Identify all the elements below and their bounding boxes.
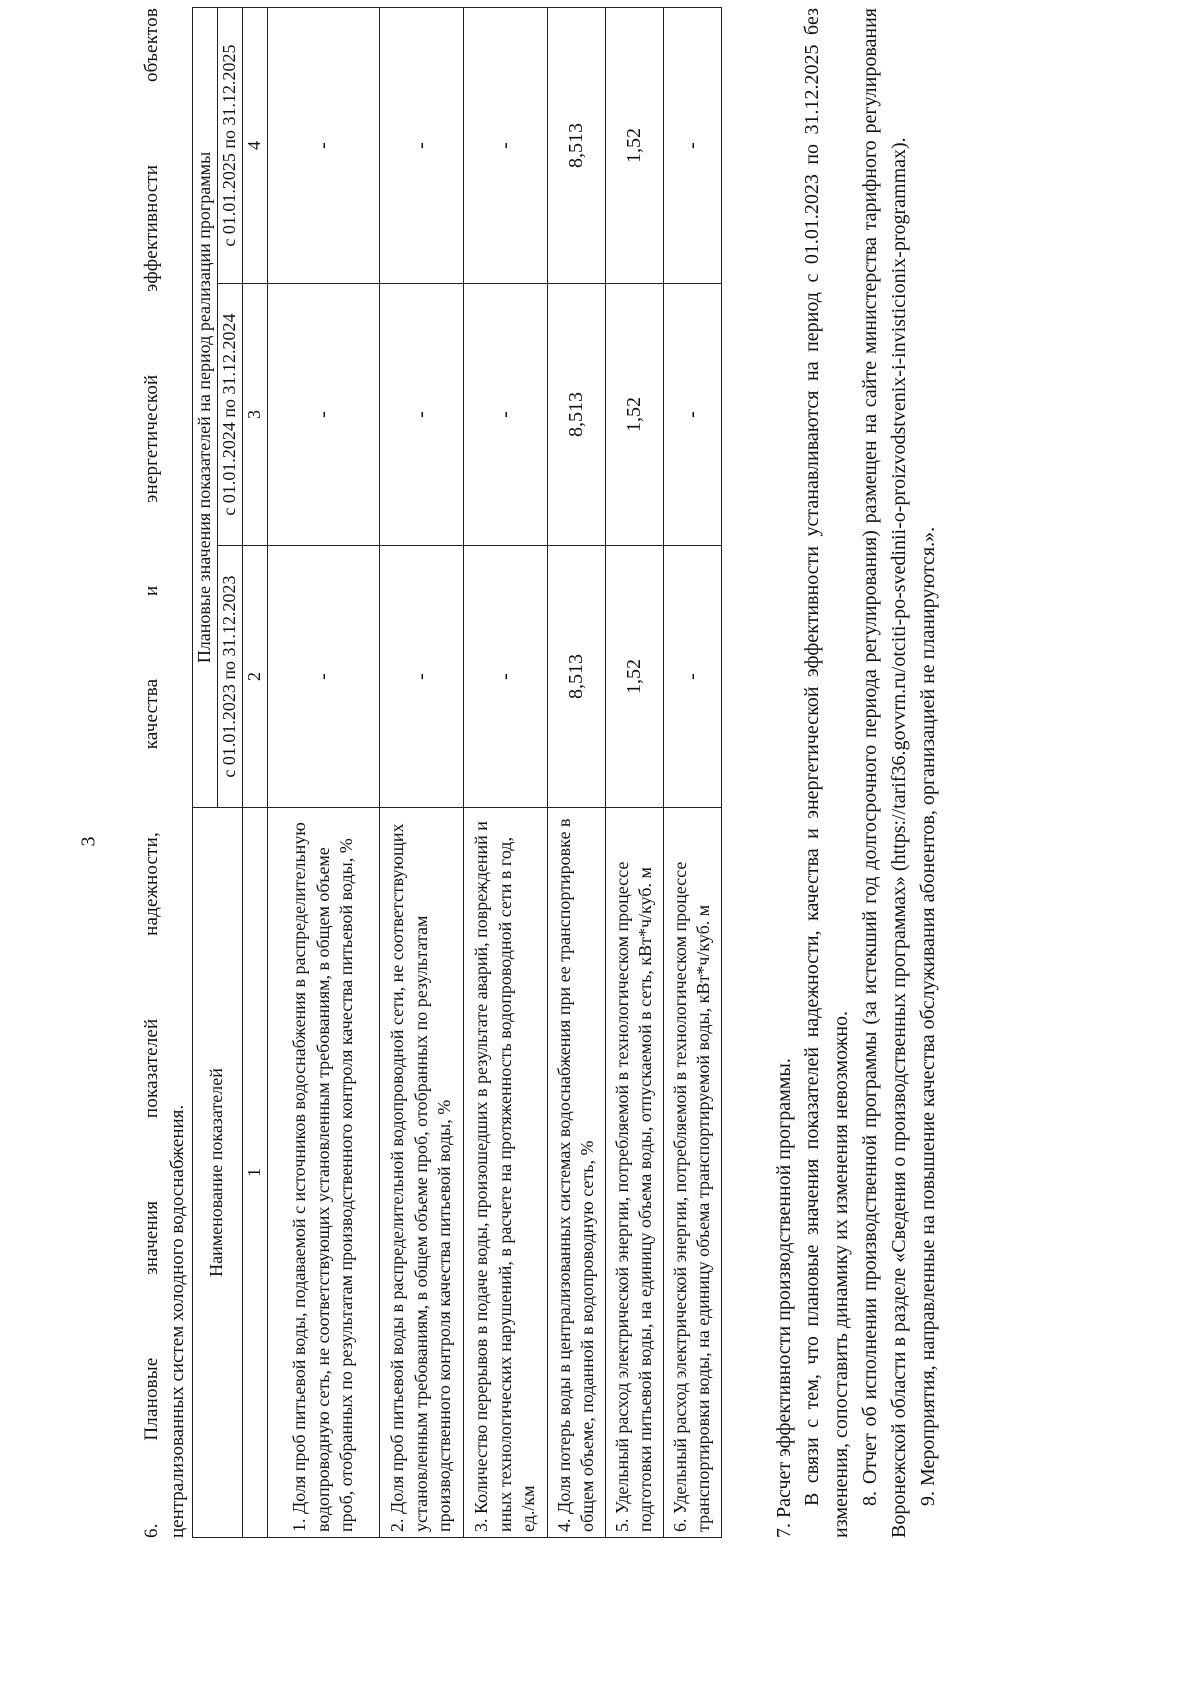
indicator-name: 2. Доля проб питьевой воды в распределительной водопроводной сети, не соответствующих установленным требованиям, в общем объеме проб, отобранных по результатам производственного контроля качества питьевой воды, % [379, 808, 463, 1538]
indicator-name: 5. Удельный расход электрической энергии, потребляемой в технологическом процессе подготовки питьевой воды, на единицу объема воды, отпускаемой в сеть, кВт*ч/куб. м [605, 808, 663, 1538]
column-header-2024: с 01.01.2024 по 31.12.2024 [217, 284, 242, 546]
section-7-title: 7. Расчет эффективности производственной программы. [773, 1058, 795, 1538]
indicator-value-2025: - [267, 7, 379, 283]
indicator-value-2023: 8,513 [547, 546, 605, 808]
indicator-value-2024: 1,52 [605, 284, 663, 546]
rotated-page-content [140, 8, 960, 1538]
indicator-value-2025: - [463, 7, 547, 283]
indicator-value-2024: - [379, 284, 463, 546]
indicator-value-2024: 8,513 [547, 284, 605, 546]
column-number: 4 [242, 7, 267, 283]
indicator-value-2023: - [663, 546, 721, 808]
table-header-row [193, 7, 218, 1537]
indicator-value-2025: 8,513 [547, 7, 605, 283]
indicator-value-2025: - [663, 7, 721, 283]
column-number: 3 [242, 284, 267, 546]
section-7-body: В связи с тем, что плановые значения показателей надежности, качества и энергетической эффективности устанавливаются на период с 01.01.2023 по 31.12.2025 без изменения, сопоставить динамику их изменения невозможно. [801, 8, 852, 1538]
indicator-name: 4. Доля потерь воды в централизованных системах водоснабжения при ее транспортировке в общем объеме, поданной в водопроводную сеть, % [547, 808, 605, 1538]
column-number: 2 [242, 546, 267, 808]
indicator-name: 1. Доля проб питьевой воды, подаваемой с источников водоснабжения в распределительную водопроводную сеть, не соответствующих установленным требованиям, в общем объеме проб, отобранных по результатам производственного контроля качества питьевой воды, % [267, 808, 379, 1538]
indicator-value-2024: - [267, 284, 379, 546]
indicators-table [192, 7, 722, 1538]
page-number: 3 [77, 836, 100, 847]
indicator-value-2024: - [663, 284, 721, 546]
table-row [605, 7, 663, 1537]
section-9-body: 9. Мероприятия, направленные на повышение качества обслуживания абонентов, организацией не планируются.». [917, 526, 939, 1506]
table-row [267, 7, 379, 1537]
indicator-name: 6. Удельный расход электрической энергии, потребляемой в технологическом процессе транспортировки воды, на единицу объема транспортируемой воды, кВт*ч/куб. м [663, 808, 721, 1538]
table-row [379, 7, 463, 1537]
indicator-value-2025: - [379, 7, 463, 283]
column-number: 1 [242, 808, 267, 1538]
section-6-heading: 6. Плановые значения показателей надежности, качества и энергетической эффективности объектов [141, 8, 162, 1538]
indicator-value-2025: 1,52 [605, 7, 663, 283]
indicator-value-2023: - [379, 546, 463, 808]
table-row [663, 7, 721, 1537]
column-header-name: Наименование показателей [193, 808, 243, 1538]
column-header-2023: с 01.01.2023 по 31.12.2023 [217, 546, 242, 808]
column-header-plan-group: Плановые значения показателей на период реализации программы [193, 7, 218, 807]
section-6-heading-continuation: централизованных систем холодного водоснабжения. [167, 1104, 188, 1538]
column-header-2025: с 01.01.2025 по 31.12.2025 [217, 7, 242, 283]
table-row [547, 7, 605, 1537]
indicator-value-2023: - [463, 546, 547, 808]
indicator-name: 3. Количество перерывов в подаче воды, произошедших в результате аварий, повреждений и иных технологических нарушений, в расчете на протяженность водопроводной сети в год, ед./км [463, 808, 547, 1538]
table-row [463, 7, 547, 1537]
section-8-body: 8. Отчет об исполнении производственной программы (за истекший год долгосрочного периода регулирования) размещен на сайте министерства тарифного регулирования Воронежской области в разделе «Сведения о производственных программах» (https://tarif36.govvrn.ru/otciti-po-svedinii-o-proizvodstvenix-i-invisticionix-programmax). [859, 8, 910, 1538]
indicator-value-2023: 1,52 [605, 546, 663, 808]
indicator-value-2023: - [267, 546, 379, 808]
table-column-number-row [242, 7, 267, 1537]
indicator-value-2024: - [463, 284, 547, 546]
